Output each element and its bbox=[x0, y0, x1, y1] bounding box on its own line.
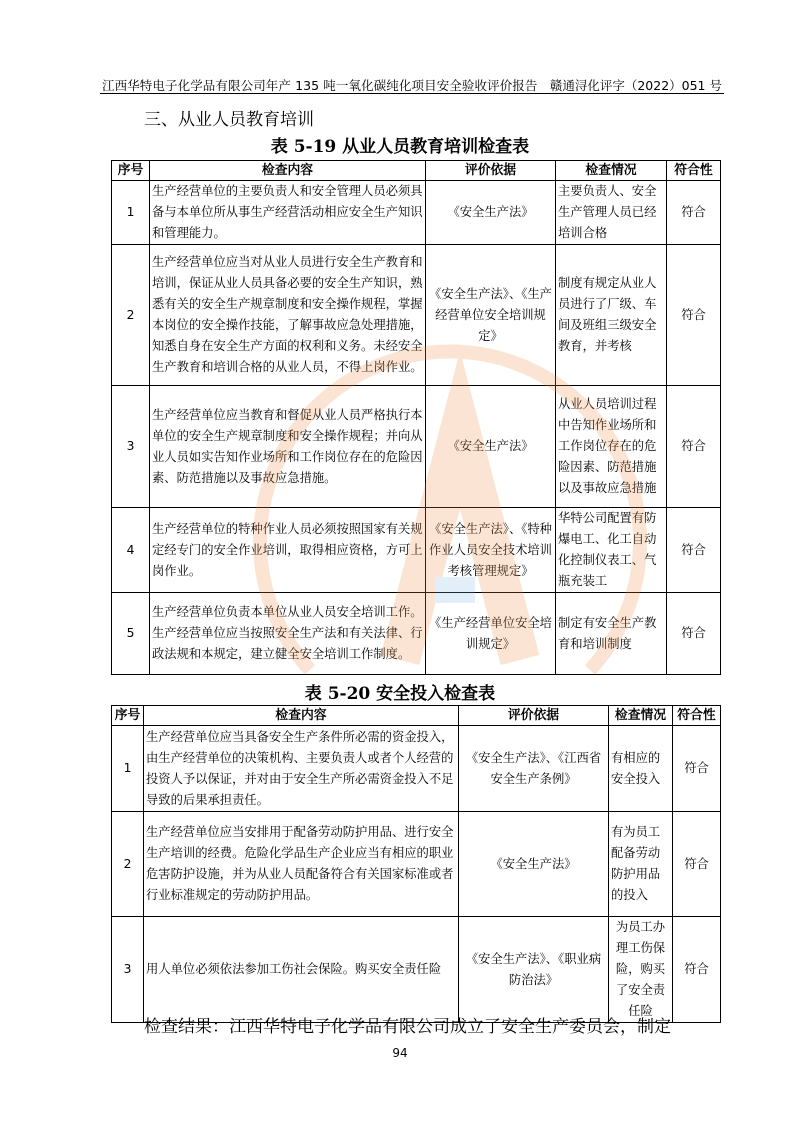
row-content: 生产经营单位负责本单位从业人员安全培训工作。生产经营单位应当按照安全生产法和有关法律、行政法规和本规定，建立健全安全培训工作制度。 bbox=[150, 593, 426, 675]
row-basis: 《安全生产法》、《特种作业人员安全技术培训考核管理规定》 bbox=[426, 508, 556, 593]
header-divider bbox=[100, 93, 724, 94]
table-row bbox=[112, 917, 721, 1023]
row-content: 生产经营单位的主要负责人和安全管理人员必须具备与本单位所从事生产经营活动相应安全生产知识和管理能力。 bbox=[150, 181, 426, 245]
row-content: 生产经营单位应当教育和督促从业人员严格执行本单位的安全生产规章制度和安全操作规程；并向从业人员如实告知作业场所和工作岗位存在的危险因素、防范措施以及事故应急措施。 bbox=[150, 386, 426, 508]
row-compliance: 符合 bbox=[667, 386, 721, 508]
row-basis: 《安全生产法》 bbox=[459, 812, 609, 917]
col-header-compliance: 符合性 bbox=[673, 706, 721, 726]
table-row bbox=[112, 812, 721, 917]
col-header-compliance: 符合性 bbox=[667, 161, 721, 181]
col-header-index: 序号 bbox=[112, 706, 144, 726]
row-compliance: 符合 bbox=[667, 593, 721, 675]
row-index: 1 bbox=[112, 726, 144, 812]
table-row bbox=[112, 181, 721, 245]
check-result-text: 检查结果：江西华特电子化学品有限公司成立了安全生产委员会，制定 bbox=[144, 1017, 671, 1037]
training-check-table bbox=[111, 160, 721, 675]
row-content: 生产经营单位的特种作业人员必须按照国家有关规定经专门的安全作业培训，取得相应资格，方可上岗作业。 bbox=[150, 508, 426, 593]
row-status: 制定有安全生产教育和培训制度 bbox=[556, 593, 667, 675]
row-content: 生产经营单位应当安排用于配备劳动防护用品、进行安全生产培训的经费。危险化学品生产企业应当有相应的职业危害防护设施，并为从业人员配备符合有关国家标准或者行业标准规定的劳动防护用品。 bbox=[144, 812, 459, 917]
table-row bbox=[112, 508, 721, 593]
row-basis: 《安全生产法》、《江西省安全生产条例》 bbox=[459, 726, 609, 812]
row-index: 3 bbox=[112, 917, 144, 1023]
col-header-content: 检查内容 bbox=[144, 706, 459, 726]
row-index: 1 bbox=[112, 181, 150, 245]
row-compliance: 符合 bbox=[673, 917, 721, 1023]
row-status: 华特公司配置有防爆电工、化工自动化控制仪表工、气瓶充装工 bbox=[556, 508, 667, 593]
row-status: 有相应的安全投入 bbox=[609, 726, 673, 812]
row-basis: 《安全生产法》、《职业病防治法》 bbox=[459, 917, 609, 1023]
header-report-number: 赣通浔化评字（2022）051 号 bbox=[549, 78, 722, 93]
page-number: 94 bbox=[392, 1046, 408, 1060]
row-status: 主要负责人、安全生产管理人员已经培训合格 bbox=[556, 181, 667, 245]
table2-caption: 表 5-20 安全投入检查表 bbox=[304, 684, 496, 704]
header-report-title: 江西华特电子化学品有限公司年产 135 吨一氧化碳纯化项目安全验收评价报告 bbox=[102, 78, 538, 93]
row-compliance: 符合 bbox=[667, 508, 721, 593]
row-index: 4 bbox=[112, 508, 150, 593]
row-content: 用人单位必须依法参加工伤社会保险。购买安全责任险 bbox=[144, 917, 459, 1023]
table1-caption: 表 5-19 从业人员教育培训检查表 bbox=[270, 137, 530, 157]
table-row bbox=[112, 386, 721, 508]
col-header-basis: 评价依据 bbox=[459, 706, 609, 726]
safety-investment-table bbox=[111, 705, 721, 1023]
row-compliance: 符合 bbox=[667, 245, 721, 386]
row-status: 为员工办理工伤保险，购买了安全责任险 bbox=[609, 917, 673, 1023]
row-status: 从业人员培训过程中告知作业场所和工作岗位存在的危险因素、防范措施以及事故应急措施 bbox=[556, 386, 667, 508]
row-basis: 《安全生产法》、《生产经营单位安全培训规定》 bbox=[426, 245, 556, 386]
row-status: 制度有规定从业人员进行了厂级、车间及班组三级安全教育，并考核 bbox=[556, 245, 667, 386]
row-content: 生产经营单位应当具备安全生产条件所必需的资金投入，由生产经营单位的决策机构、主要负责人或者个人经营的投资人予以保证，并对由于安全生产所必需资金投入不足导致的后果承担责任。 bbox=[144, 726, 459, 812]
row-index: 5 bbox=[112, 593, 150, 675]
row-basis: 《生产经营单位安全培训规定》 bbox=[426, 593, 556, 675]
row-index: 2 bbox=[112, 812, 144, 917]
row-status: 有为员工配备劳动防护用品的投入 bbox=[609, 812, 673, 917]
row-index: 3 bbox=[112, 386, 150, 508]
section-title: 三、从业人员教育培训 bbox=[144, 110, 314, 130]
row-basis: 《安全生产法》 bbox=[426, 386, 556, 508]
row-content: 生产经营单位应当对从业人员进行安全生产教育和培训，保证从业人员具备必要的安全生产知识，熟悉有关的安全生产规章制度和安全操作规程，掌握本岗位的安全操作技能，了解事故应急处理措施，知悉自身在安全生产方面的权利和义务。未经安全生产教育和培训合格的从业人员，不得上岗作业。 bbox=[150, 245, 426, 386]
row-compliance: 符合 bbox=[667, 181, 721, 245]
col-header-status: 检查情况 bbox=[609, 706, 673, 726]
col-header-status: 检查情况 bbox=[556, 161, 667, 181]
table-row bbox=[112, 245, 721, 386]
table-row bbox=[112, 726, 721, 812]
col-header-content: 检查内容 bbox=[150, 161, 426, 181]
row-basis: 《安全生产法》 bbox=[426, 181, 556, 245]
table-row bbox=[112, 593, 721, 675]
row-index: 2 bbox=[112, 245, 150, 386]
col-header-index: 序号 bbox=[112, 161, 150, 181]
row-compliance: 符合 bbox=[673, 726, 721, 812]
col-header-basis: 评价依据 bbox=[426, 161, 556, 181]
row-compliance: 符合 bbox=[673, 812, 721, 917]
